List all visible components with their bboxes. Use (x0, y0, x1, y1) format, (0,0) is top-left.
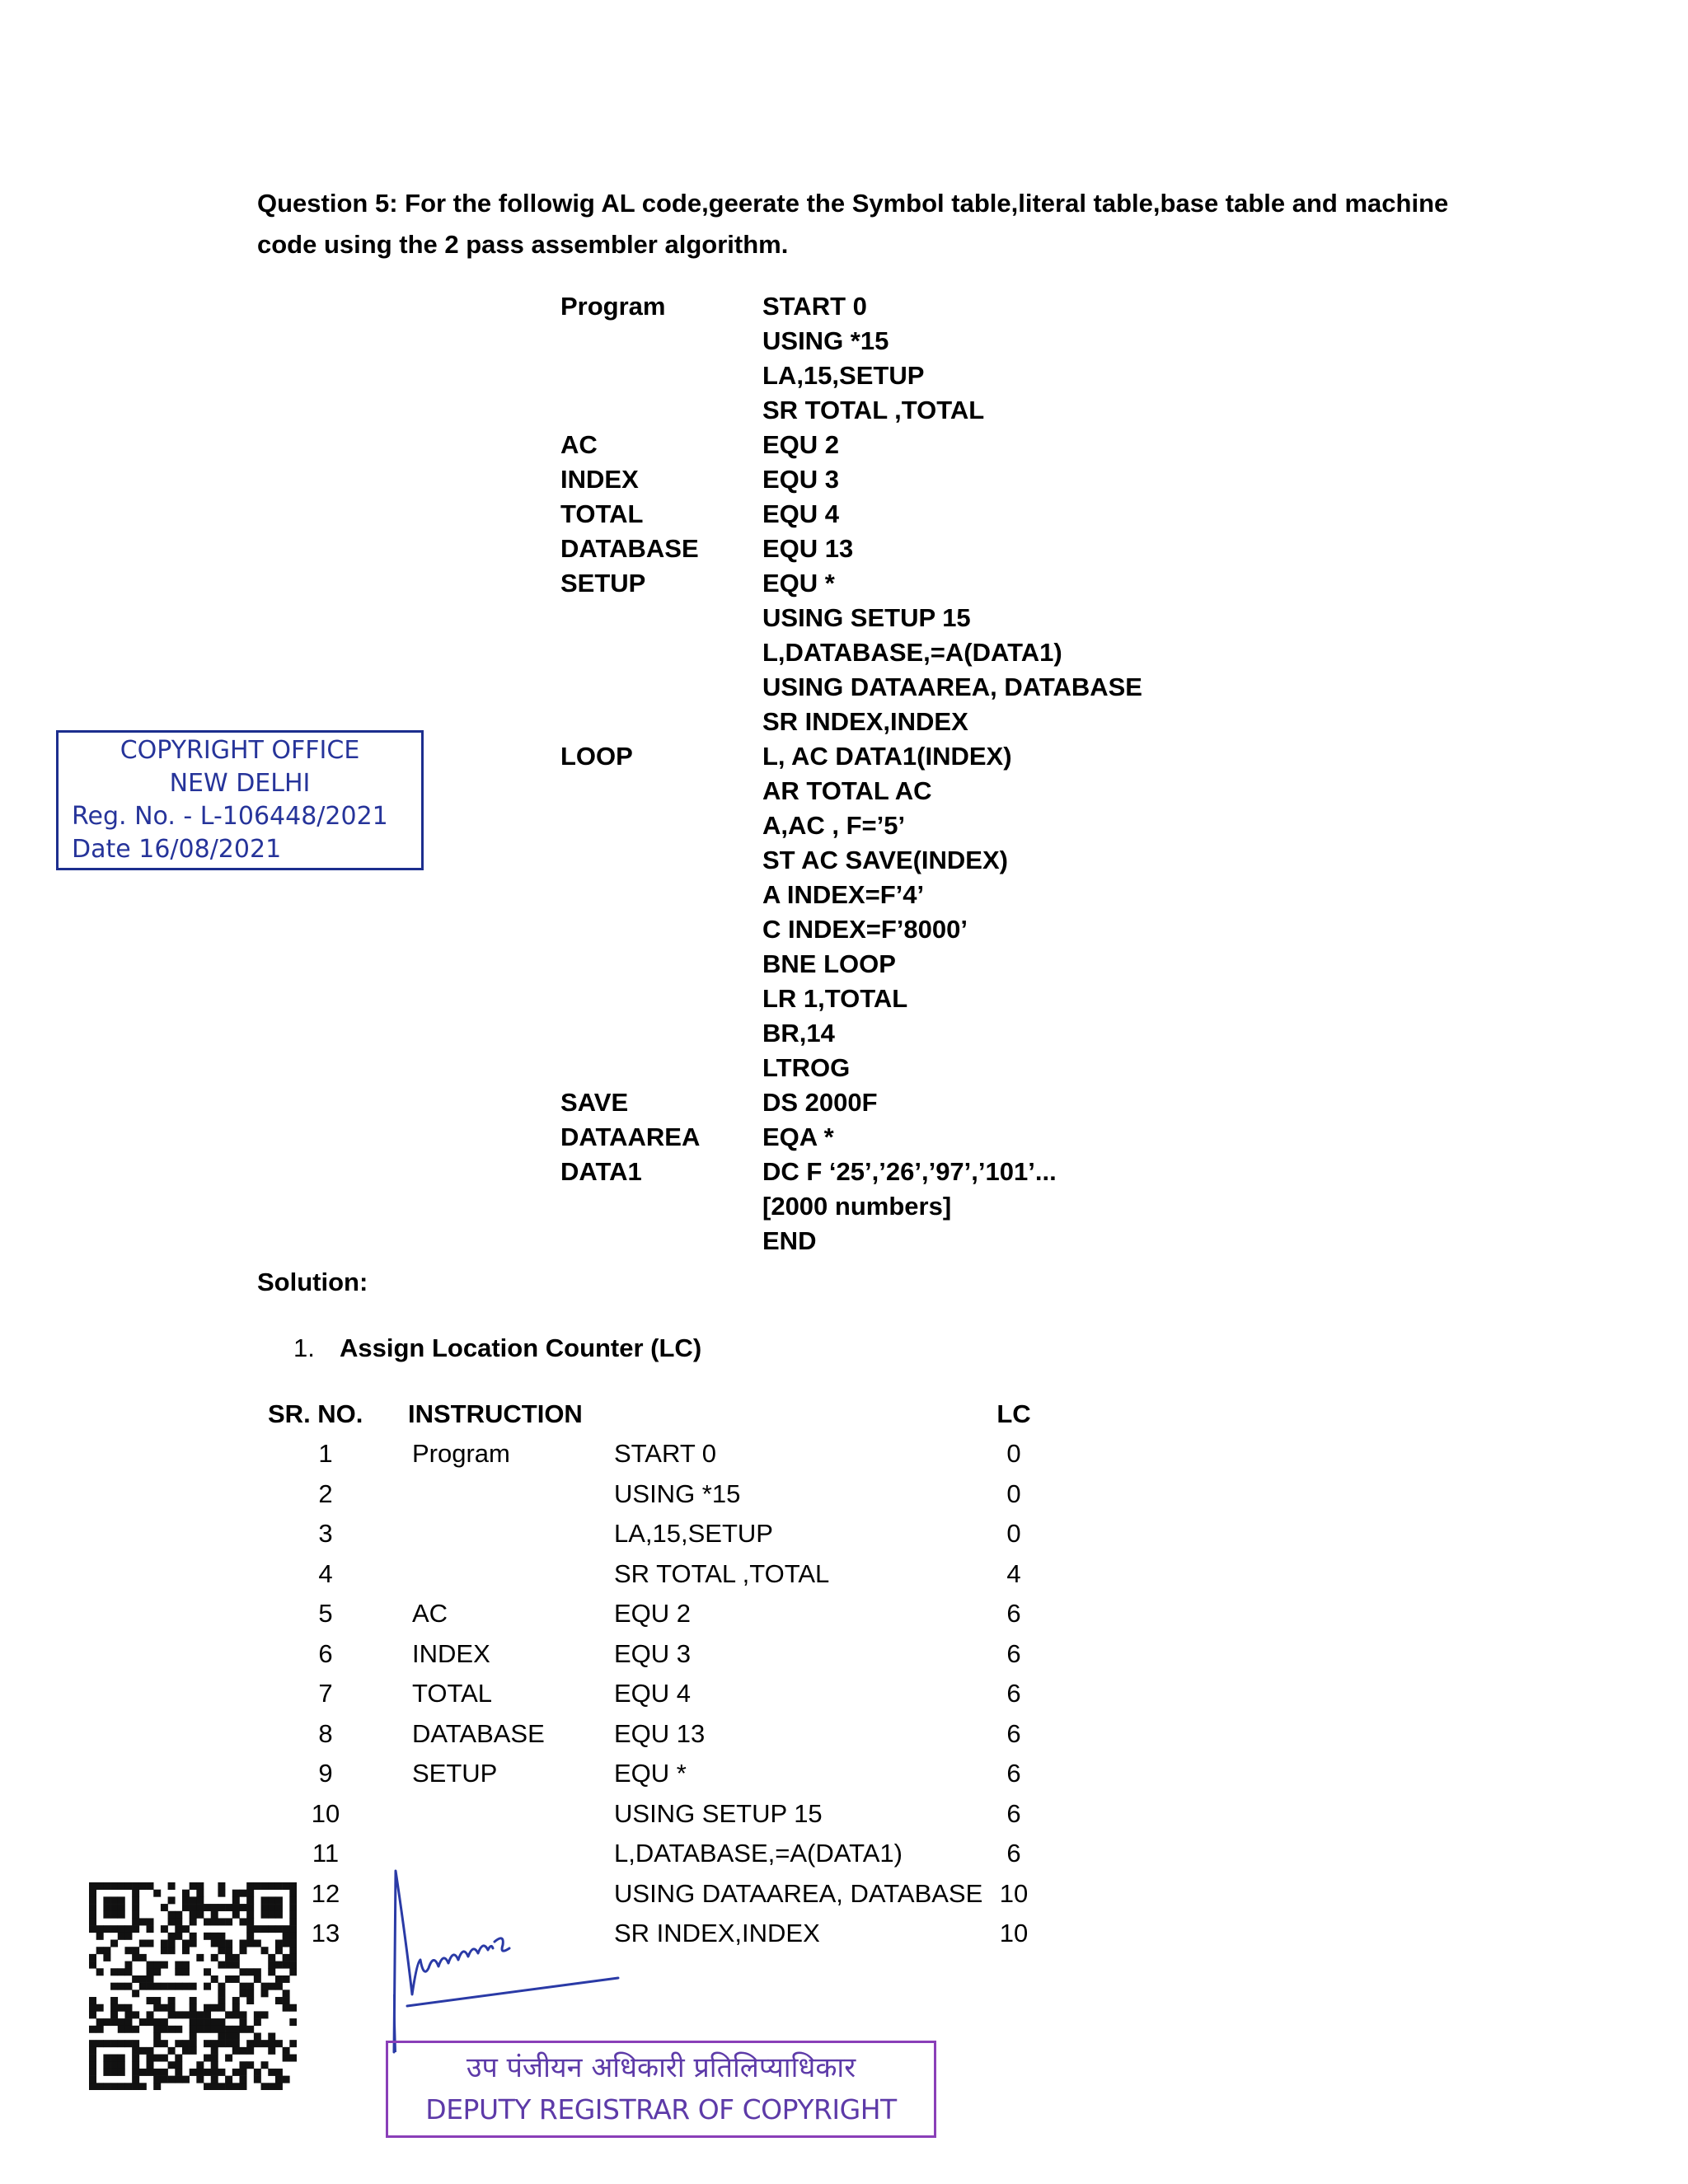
lc-instruction-cell: EQU 2 (614, 1599, 692, 1628)
lc-value-cell: 4 (1006, 1559, 1021, 1588)
table-row (0, 1519, 1688, 1554)
lc-label-cell: SETUP (412, 1759, 498, 1788)
code-instruction: EQU * (762, 569, 835, 598)
lc-value-cell: 6 (1006, 1679, 1021, 1708)
code-instruction: EQU 4 (762, 499, 840, 528)
lc-instruction-cell: USING SETUP 15 (614, 1799, 823, 1828)
code-instruction: START 0 (762, 292, 867, 321)
lc-instruction-cell: USING DATAAREA, DATABASE (614, 1879, 983, 1908)
lc-sr-cell: 9 (318, 1759, 333, 1788)
lc-header-sr: SR. NO. (268, 1399, 363, 1428)
lc-instruction-cell: L,DATABASE,=A(DATA1) (614, 1839, 903, 1868)
code-line (0, 984, 1688, 1019)
lc-instruction-cell: EQU 13 (614, 1719, 706, 1748)
lc-value-cell: 0 (1006, 1519, 1021, 1548)
lc-sr-cell: 2 (318, 1479, 333, 1508)
code-line (0, 430, 1688, 465)
lc-label-cell: AC (412, 1599, 448, 1628)
code-label: SAVE (560, 1088, 629, 1117)
code-label: TOTAL (560, 499, 644, 528)
code-line (0, 1053, 1688, 1088)
lc-label-cell: TOTAL (412, 1679, 493, 1708)
table-row (0, 1759, 1688, 1793)
lc-label-cell: Program (412, 1439, 510, 1468)
code-line (0, 880, 1688, 915)
table-row (0, 1719, 1688, 1754)
code-line (0, 292, 1688, 326)
table-row (0, 1559, 1688, 1594)
code-instruction: L,DATABASE,=A(DATA1) (762, 638, 1062, 667)
code-instruction: SR TOTAL ,TOTAL (762, 396, 985, 424)
code-line (0, 638, 1688, 673)
code-instruction: BR,14 (762, 1019, 835, 1047)
lc-value-cell: 6 (1006, 1799, 1021, 1828)
copyright-office-stamp (56, 730, 424, 870)
code-label: Program (560, 292, 666, 321)
table-row (0, 1799, 1688, 1834)
code-instruction: C INDEX=F’8000’ (762, 915, 968, 944)
registrar-hindi: उप पंजीयन अधिकारी प्रतिलिप्याधिकार (466, 2051, 856, 2084)
stamp-line-1: COPYRIGHT OFFICE (120, 736, 360, 765)
lc-value-cell: 6 (1006, 1639, 1021, 1668)
question-line-1: Question 5: For the followig AL code,geerate the Symbol table,literal table,base table and machine (257, 189, 1449, 218)
step-heading (293, 1333, 701, 1363)
lc-sr-cell: 8 (318, 1719, 333, 1748)
code-instruction: [2000 numbers] (762, 1192, 952, 1221)
table-row (0, 1839, 1688, 1873)
lc-value-cell: 0 (1006, 1479, 1021, 1508)
code-line (0, 534, 1688, 569)
lc-sr-cell: 13 (311, 1919, 340, 1947)
lc-instruction-cell: SR TOTAL ,TOTAL (614, 1559, 830, 1588)
code-instruction: USING SETUP 15 (762, 603, 971, 632)
code-label: INDEX (560, 465, 639, 494)
code-instruction: LA,15,SETUP (762, 361, 925, 390)
lc-sr-cell: 3 (318, 1519, 333, 1548)
code-instruction: USING *15 (762, 326, 889, 355)
lc-sr-cell: 12 (311, 1879, 340, 1908)
lc-value-cell: 10 (999, 1919, 1029, 1947)
signature-icon (363, 1863, 626, 2060)
code-instruction: AR TOTAL AC (762, 776, 932, 805)
lc-sr-cell: 5 (318, 1599, 333, 1628)
code-instruction: A INDEX=F’4’ (762, 880, 925, 909)
lc-value-cell: 0 (1006, 1439, 1021, 1468)
code-line (0, 1088, 1688, 1122)
lc-header-lc: LC (996, 1399, 1031, 1428)
lc-sr-cell: 10 (311, 1799, 340, 1828)
code-label: SETUP (560, 569, 646, 598)
lc-sr-cell: 4 (318, 1559, 333, 1588)
lc-sr-cell: 1 (318, 1439, 333, 1468)
table-row (0, 1679, 1688, 1713)
code-instruction: DC F ‘25’,’26’,’97’,’101’... (762, 1157, 1057, 1186)
code-line (0, 1122, 1688, 1157)
table-row (0, 1439, 1688, 1474)
code-label: AC (560, 430, 598, 459)
question-text (257, 183, 1461, 265)
code-label: DATAAREA (560, 1122, 701, 1151)
lc-instruction-cell: EQU * (614, 1759, 687, 1788)
code-line (0, 1226, 1688, 1261)
code-instruction: DS 2000F (762, 1088, 878, 1117)
code-instruction: EQU 2 (762, 430, 840, 459)
stamp-line-2: NEW DELHI (169, 769, 311, 798)
stamp-line-4: Date 16/08/2021 (72, 835, 282, 864)
qr-code-icon (89, 1882, 297, 2090)
code-instruction: SR INDEX,INDEX (762, 707, 968, 736)
code-instruction: A,AC , F=’5’ (762, 811, 906, 840)
code-instruction: LR 1,TOTAL (762, 984, 908, 1013)
code-instruction: BNE LOOP (762, 949, 896, 978)
lc-instruction-cell: USING *15 (614, 1479, 741, 1508)
lc-instruction-cell: START 0 (614, 1439, 717, 1468)
table-row (0, 1479, 1688, 1514)
lc-sr-cell: 6 (318, 1639, 333, 1668)
code-line (0, 569, 1688, 603)
code-instruction: L, AC DATA1(INDEX) (762, 742, 1012, 771)
code-instruction: ST AC SAVE(INDEX) (762, 846, 1008, 874)
code-instruction: END (762, 1226, 817, 1255)
code-line (0, 499, 1688, 534)
lc-value-cell: 6 (1006, 1839, 1021, 1868)
code-instruction: EQU 13 (762, 534, 854, 563)
lc-instruction-cell: EQU 3 (614, 1639, 692, 1668)
code-instruction: LTROG (762, 1053, 851, 1082)
deputy-registrar-stamp (386, 2041, 936, 2138)
code-line (0, 949, 1688, 984)
lc-sr-cell: 7 (318, 1679, 333, 1708)
step-title: Assign Location Counter (LC) (340, 1333, 702, 1362)
lc-sr-cell: 11 (312, 1839, 340, 1868)
code-instruction: EQA * (762, 1122, 834, 1151)
code-line (0, 465, 1688, 499)
lc-instruction-cell: LA,15,SETUP (614, 1519, 773, 1548)
registrar-english: DEPUTY REGISTRAR OF COPYRIGHT (425, 2093, 897, 2125)
code-line (0, 396, 1688, 430)
code-line (0, 603, 1688, 638)
lc-value-cell: 10 (999, 1879, 1029, 1908)
lc-value-cell: 6 (1006, 1759, 1021, 1788)
code-instruction: EQU 3 (762, 465, 840, 494)
lc-label-cell: DATABASE (412, 1719, 545, 1748)
code-line (0, 1157, 1688, 1192)
stamp-line-3: Reg. No. - L-106448/2021 (72, 802, 388, 831)
code-instruction: USING DATAAREA, DATABASE (762, 673, 1142, 701)
lc-label-cell: INDEX (412, 1639, 490, 1668)
question-line-2: code using the 2 pass assembler algorithm. (257, 230, 789, 259)
lc-value-cell: 6 (1006, 1719, 1021, 1748)
code-line (0, 361, 1688, 396)
table-row (0, 1599, 1688, 1633)
step-number: 1. (293, 1333, 315, 1362)
table-row (0, 1639, 1688, 1674)
code-line (0, 1192, 1688, 1226)
code-label: DATA1 (560, 1157, 642, 1186)
lc-instruction-cell: EQU 4 (614, 1679, 692, 1708)
code-line (0, 1019, 1688, 1053)
code-line (0, 326, 1688, 361)
code-line (0, 915, 1688, 949)
lc-instruction-cell: SR INDEX,INDEX (614, 1919, 820, 1947)
solution-heading: Solution: (257, 1268, 368, 1296)
lc-header-instruction: INSTRUCTION (408, 1399, 583, 1428)
lc-value-cell: 6 (1006, 1599, 1021, 1628)
code-label: LOOP (560, 742, 633, 771)
code-label: DATABASE (560, 534, 699, 563)
code-line (0, 673, 1688, 707)
